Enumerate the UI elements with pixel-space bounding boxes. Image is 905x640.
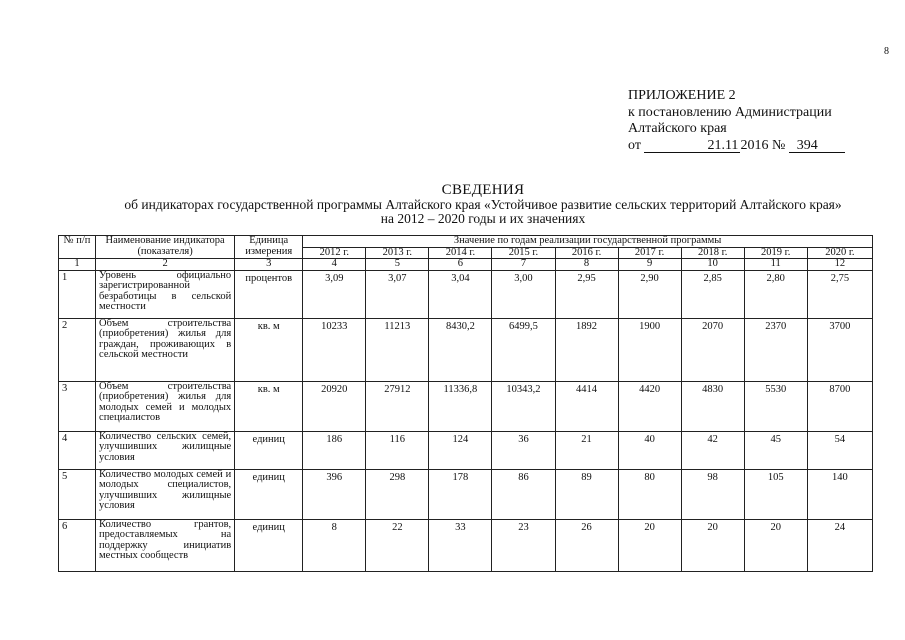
appendix-date-line (628, 138, 845, 155)
value-cell: 140 (807, 469, 872, 519)
value-cell: 2070 (681, 318, 744, 381)
column-index: 12 (807, 259, 872, 271)
header-no: № п/п (59, 236, 96, 259)
indicator-name: Объем строительства (приобретения) жилья для граждан, проживающих в сельской местности (96, 318, 235, 381)
column-index-row (59, 259, 873, 271)
indicator-unit: единиц (235, 519, 303, 571)
page-number: 8 (884, 46, 889, 57)
table-row (59, 270, 873, 318)
indicator-name: Количество сельских семей, улучшивших жилищные условия (96, 431, 235, 469)
column-index: 2 (96, 259, 235, 271)
row-number: 2 (59, 318, 96, 381)
indicator-name: Количество грантов, предоставляемых на поддержку инициатив местных сообществ (96, 519, 235, 571)
column-index: 10 (681, 259, 744, 271)
document-subtitle-1: об индикаторах государственной программы Алтайского края «Устойчивое развитие сельских территорий Алтайского края» (124, 197, 842, 212)
value-cell: 116 (366, 431, 429, 469)
indicator-unit: единиц (235, 469, 303, 519)
column-index: 8 (555, 259, 618, 271)
indicator-unit: единиц (235, 431, 303, 469)
value-cell: 2,90 (618, 270, 681, 318)
value-cell: 33 (429, 519, 492, 571)
date-prefix: от (628, 137, 641, 153)
value-cell: 2,75 (807, 270, 872, 318)
appendix-line-1: к постановлению Администрации (628, 104, 832, 120)
table-row (59, 469, 873, 519)
indicator-name: Количество молодых семей и молодых специалистов, улучшивших жилищные условия (96, 469, 235, 519)
value-cell: 8 (303, 519, 366, 571)
column-index: 11 (744, 259, 807, 271)
value-cell: 26 (555, 519, 618, 571)
header-year: 2016 г. (555, 247, 618, 259)
value-cell: 22 (366, 519, 429, 571)
header-year: 2020 г. (807, 247, 872, 259)
value-cell: 89 (555, 469, 618, 519)
header-year: 2014 г. (429, 247, 492, 259)
value-cell: 3,09 (303, 270, 366, 318)
value-cell: 3,00 (492, 270, 555, 318)
document-number: 394 (789, 139, 845, 153)
value-cell: 86 (492, 469, 555, 519)
value-cell: 105 (744, 469, 807, 519)
column-index: 6 (429, 259, 492, 271)
value-cell: 36 (492, 431, 555, 469)
value-cell: 3,07 (366, 270, 429, 318)
table-row (59, 318, 873, 381)
value-cell: 10233 (303, 318, 366, 381)
header-year: 2012 г. (303, 247, 366, 259)
value-cell: 4420 (618, 381, 681, 431)
value-cell: 8700 (807, 381, 872, 431)
document-subtitle-2: на 2012 – 2020 годы и их значениях (380, 210, 586, 226)
value-cell: 11213 (366, 318, 429, 381)
value-cell: 3,04 (429, 270, 492, 318)
appendix-block (628, 88, 845, 154)
indicators-table (58, 235, 873, 572)
value-cell: 1892 (555, 318, 618, 381)
value-cell: 4830 (681, 381, 744, 431)
row-number: 3 (59, 381, 96, 431)
header-year: 2019 г. (744, 247, 807, 259)
value-cell: 42 (681, 431, 744, 469)
document-title: СВЕДЕНИЯ (441, 182, 525, 198)
row-number: 5 (59, 469, 96, 519)
value-cell: 24 (807, 519, 872, 571)
header-year: 2013 г. (366, 247, 429, 259)
value-cell: 20920 (303, 381, 366, 431)
value-cell: 2,95 (555, 270, 618, 318)
number-sign: № (771, 137, 786, 153)
header-values-by-year: Значение по годам реализации государственной программы (303, 236, 873, 248)
value-cell: 98 (681, 469, 744, 519)
column-index: 1 (59, 259, 96, 271)
value-cell: 10343,2 (492, 381, 555, 431)
value-cell: 23 (492, 519, 555, 571)
table-row (59, 431, 873, 469)
value-cell: 2370 (744, 318, 807, 381)
column-index: 3 (235, 259, 303, 271)
value-cell: 2,80 (744, 270, 807, 318)
date-value: 21.11 (644, 139, 740, 153)
indicator-unit: кв. м (235, 381, 303, 431)
appendix-line-2: Алтайского края (628, 121, 727, 136)
value-cell: 6499,5 (492, 318, 555, 381)
value-cell: 80 (618, 469, 681, 519)
row-number: 1 (59, 270, 96, 318)
value-cell: 40 (618, 431, 681, 469)
heading-block (0, 183, 905, 225)
header-year: 2017 г. (618, 247, 681, 259)
value-cell: 54 (807, 431, 872, 469)
header-year: 2018 г. (681, 247, 744, 259)
value-cell: 124 (429, 431, 492, 469)
value-cell: 21 (555, 431, 618, 469)
value-cell: 396 (303, 469, 366, 519)
indicator-unit: процентов (235, 270, 303, 318)
column-index: 5 (366, 259, 429, 271)
value-cell: 45 (744, 431, 807, 469)
value-cell: 2,85 (681, 270, 744, 318)
value-cell: 20 (618, 519, 681, 571)
value-cell: 3700 (807, 318, 872, 381)
indicator-name: Уровень официально зарегистрированной безработицы в сельской местности (96, 270, 235, 318)
header-indicator-name: Наименование индикатора (показателя) (96, 236, 235, 259)
column-index: 4 (303, 259, 366, 271)
value-cell: 186 (303, 431, 366, 469)
header-year: 2015 г. (492, 247, 555, 259)
value-cell: 298 (366, 469, 429, 519)
value-cell: 4414 (555, 381, 618, 431)
indicator-unit: кв. м (235, 318, 303, 381)
value-cell: 5530 (744, 381, 807, 431)
appendix-title: ПРИЛОЖЕНИЕ 2 (628, 88, 736, 103)
table-row (59, 381, 873, 431)
value-cell: 11336,8 (429, 381, 492, 431)
value-cell: 20 (681, 519, 744, 571)
value-cell: 27912 (366, 381, 429, 431)
table-row (59, 519, 873, 571)
value-cell: 178 (429, 469, 492, 519)
value-cell: 20 (744, 519, 807, 571)
column-index: 9 (618, 259, 681, 271)
value-cell: 1900 (618, 318, 681, 381)
header-unit: Единица измерения (235, 236, 303, 259)
row-number: 4 (59, 431, 96, 469)
value-cell: 8430,2 (429, 318, 492, 381)
column-index: 7 (492, 259, 555, 271)
date-year: 2016 (740, 137, 769, 153)
row-number: 6 (59, 519, 96, 571)
indicator-name: Объем строительства (приобретения) жилья для молодых семей и молодых специалистов (96, 381, 235, 431)
